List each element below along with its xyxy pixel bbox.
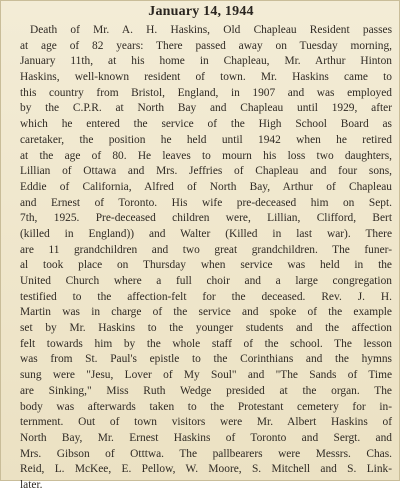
article-line: later. <box>20 478 43 491</box>
article-line: sung were "Jesu, Lover of My Soul" and "The Sands of Time <box>20 369 392 382</box>
article-line: Eddie of California, Alfred of North Bay, Arthur of Chapleau <box>20 180 392 193</box>
article-line: caretaker, the position he held until 1942 when he retired <box>20 133 392 146</box>
article-line: and Ernest of Toronto. His wife pre-deceased him on Sept. <box>20 196 392 209</box>
article-line: Reid, L. McKee, E. Pellow, W. Moore, S. Mitchell and S. Link- <box>20 463 392 476</box>
article-line: January 11th, at his home in Chapleau, Mr. Arthur Hinton <box>20 55 392 68</box>
article-line: by the C.P.R. at North Bay and Chapleau until 1929, after <box>20 102 392 115</box>
article-body <box>20 23 392 494</box>
article-line: al took place on Thursday when service was held in the <box>20 259 392 272</box>
article-line: ternment. Out of town visitors were Mr. Albert Haskins of <box>20 416 392 429</box>
article-line: set by Mr. Haskins to the younger students and the affection <box>20 322 392 335</box>
article-line: Mrs. Gibson of Otttwa. The pallbearers were Messrs. Chas. <box>20 447 392 460</box>
article-line: this country from Bristol, England, in 1907 and was employed <box>20 86 392 99</box>
article-line: Death of Mr. A. H. Haskins, Old Chapleau Resident passes <box>30 24 392 36</box>
article-line: was from St. Paul's epistle to the Corinthians and the hymns <box>20 353 392 366</box>
article-line: testified to the affection-felt for the deceased. Rev. J. H. <box>20 290 392 303</box>
article-line: Martin was in charge of the service and spoke of the example <box>20 306 392 319</box>
article-line: (killed in England)) and Walter (Killed in last war). There <box>20 227 392 240</box>
article-line: Lillian of Ottawa and Mrs. Jeffries of Chapleau and four sons, <box>20 165 392 178</box>
article-line: felt towards him by the whole staff of the school. The lesson <box>20 337 392 350</box>
article-line: are Sinking," Miss Ruth Wedge presided at the organ. The <box>20 384 392 397</box>
article-line: body was afterwards taken to the Protestant cemetery for in- <box>20 400 392 413</box>
article-line: are 11 grandchildren and two great grandchildren. The funer- <box>20 243 392 256</box>
article-line: which he entered the service of the High School Board as <box>20 118 392 131</box>
article-line: at age of 82 years: There passed away on Tuesday morning, <box>20 39 392 52</box>
article-line: North Bay, Mr. Ernest Haskins of Toronto and Sergt. and <box>20 431 392 444</box>
article-line: Haskins, well-known resident of town. Mr. Haskins came to <box>20 71 392 84</box>
article-line: 7th, 1925. Pre-deceased children were, Lillian, Clifford, Bert <box>20 212 392 225</box>
article-line: United Church where a full choir and a large congregation <box>20 275 392 287</box>
date-heading: January 14, 1944 <box>148 4 254 19</box>
article-line: at the age of 80. He leaves to mourn his loss two daughters, <box>20 149 392 162</box>
